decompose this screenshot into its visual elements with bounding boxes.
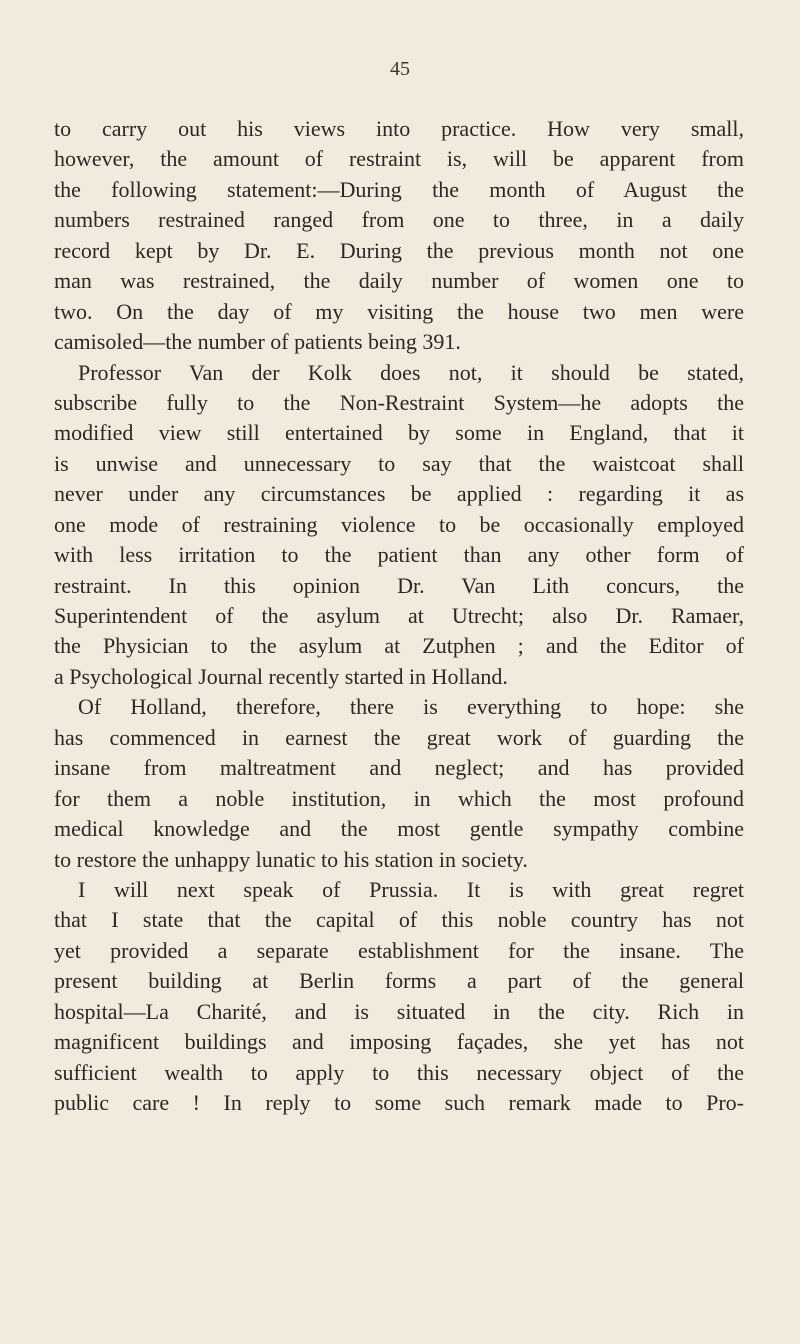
text-line: numbers restrained ranged from one to three, in a daily [54, 207, 744, 233]
text-line: a Psychological Journal recently started in Holland. [54, 663, 508, 689]
text-line: insane from maltreatment and neglect; and has provided [54, 755, 744, 781]
text-line: to restore the unhappy lunatic to his station in society. [54, 846, 528, 872]
text-line: man was restrained, the daily number of women one to [54, 268, 744, 294]
text-line: medical knowledge and the most gentle sympathy combine [54, 816, 744, 842]
text-line: however, the amount of restraint is, will be apparent from [54, 146, 744, 172]
text-line: two. On the day of my visiting the house two men were [54, 298, 744, 324]
text-line: the following statement:—During the month of August the [54, 176, 744, 202]
text-line: is unwise and unnecessary to say that the waistcoat shall [54, 450, 744, 476]
body-text [54, 114, 744, 1118]
text-line: magnificent buildings and imposing façades, she yet has not [54, 1029, 744, 1055]
text-line: Superintendent of the asylum at Utrecht; also Dr. Ramaer, [54, 603, 744, 628]
text-line: Of Holland, therefore, there is everything to hope: she [78, 694, 744, 720]
text-line: subscribe fully to the Non-Restraint System—he adopts the [54, 389, 744, 415]
text-line: I will next speak of Prussia. It is with great regret [78, 876, 744, 902]
text-line: modified view still entertained by some in England, that it [54, 420, 744, 446]
text-line: yet provided a separate establishment for the insane. The [54, 937, 744, 963]
text-line: to carry out his views into practice. How very small, [54, 116, 744, 141]
text-line: Professor Van der Kolk does not, it should be stated, [78, 359, 744, 385]
text-line: camisoled—the number of patients being 391. [54, 329, 461, 355]
text-line: for them a noble institution, in which the most profound [54, 785, 744, 811]
text-line: present building at Berlin forms a part of the general [54, 968, 744, 994]
text-line: with less irritation to the patient than any other form of [54, 542, 744, 568]
text-line: has commenced in earnest the great work of guarding the [54, 724, 744, 750]
text-line: hospital—La Charité, and is situated in the city. Rich in [54, 998, 744, 1024]
page-number: 45 [390, 58, 410, 80]
text-line: record kept by Dr. E. During the previous month not one [54, 237, 744, 263]
text-line: public care ! In reply to some such remark made to Pro- [54, 1090, 744, 1115]
text-line: never under any circumstances be applied : regarding it as [54, 481, 744, 507]
text-line: the Physician to the asylum at Zutphen ; and the Editor of [54, 633, 744, 659]
text-line: sufficient wealth to apply to this necessary object of the [54, 1059, 744, 1085]
text-line: one mode of restraining violence to be occasionally employed [54, 511, 744, 537]
text-line: that I state that the capital of this noble country has not [54, 907, 744, 933]
text-line: restraint. In this opinion Dr. Van Lith concurs, the [54, 572, 744, 598]
